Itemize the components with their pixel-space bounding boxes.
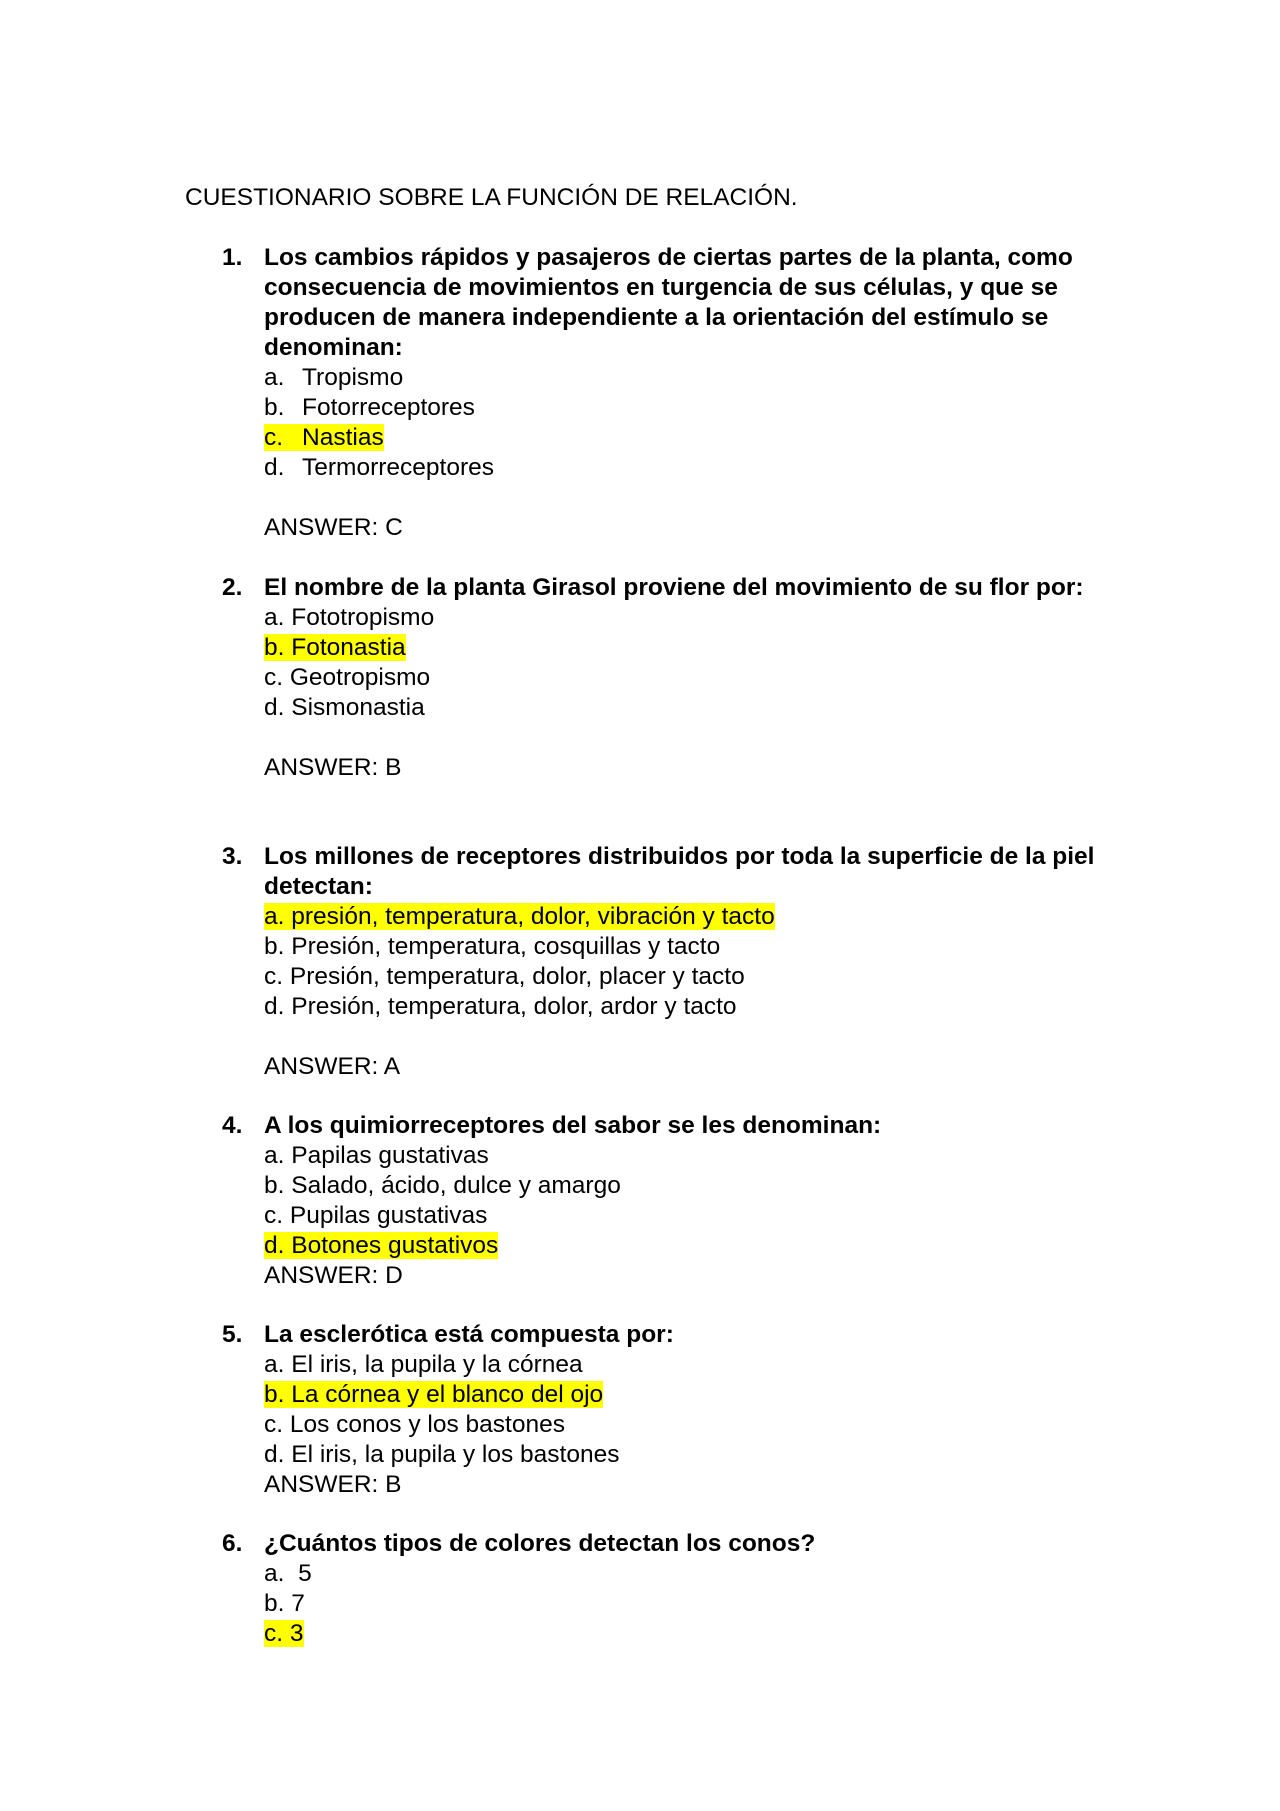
option-letter: b. xyxy=(264,1172,285,1199)
option-letter: a. xyxy=(264,604,285,631)
option-b xyxy=(264,932,1102,962)
option-letter: c. xyxy=(264,664,284,691)
option-letter: a. xyxy=(264,364,285,391)
option-text: Tropismo xyxy=(302,364,404,391)
question-stem: A los quimiorreceptores del sabor se les denominan: xyxy=(264,1112,882,1139)
option-a xyxy=(264,1350,1102,1380)
option-c xyxy=(264,423,1102,453)
option-text: 5 xyxy=(298,1560,312,1587)
option-text: Presión, temperatura, dolor, ardor y tacto xyxy=(291,993,737,1020)
option-text: Geotropismo xyxy=(289,664,431,691)
option-a xyxy=(264,1559,1102,1589)
option-text: presión, temperatura, dolor, vibración y tacto xyxy=(291,903,775,930)
option-letter: a. xyxy=(264,903,285,930)
question-stem: La esclerótica está compuesta por: xyxy=(264,1321,674,1348)
option-letter: c. xyxy=(264,963,284,990)
option-a xyxy=(264,1141,1102,1171)
option-d xyxy=(264,693,1102,723)
option-c xyxy=(264,962,1102,992)
option-text: 3 xyxy=(289,1620,304,1647)
option-letter: c. xyxy=(264,1411,284,1438)
question-number: 6. xyxy=(222,1530,243,1557)
option-text: Pupilas gustativas xyxy=(289,1202,488,1229)
option-text: Presión, temperatura, dolor, placer y tacto xyxy=(289,963,745,990)
option-text: La córnea y el blanco del ojo xyxy=(291,1381,604,1408)
option-text: Botones gustativos xyxy=(291,1232,499,1259)
option-c xyxy=(264,663,1102,693)
option-letter: d. xyxy=(264,993,285,1020)
option-letter: b. xyxy=(264,933,285,960)
option-letter: b. xyxy=(264,634,285,661)
option-text: 7 xyxy=(291,1590,305,1617)
option-d xyxy=(264,1440,1102,1470)
question-number: 3. xyxy=(222,843,243,870)
option-letter: a. xyxy=(264,1560,285,1587)
option-letter: a. xyxy=(264,1351,285,1378)
option-letter: c. xyxy=(264,424,284,451)
option-d xyxy=(264,453,1102,483)
question-2 xyxy=(222,573,1102,783)
option-letter: c. xyxy=(264,1620,284,1647)
option-b xyxy=(264,1171,1102,1201)
answer-label: ANSWER: C xyxy=(264,514,403,541)
option-d xyxy=(264,1231,1102,1261)
question-number: 4. xyxy=(222,1112,243,1139)
option-text: Salado, ácido, dulce y amargo xyxy=(291,1172,621,1199)
page-title: CUESTIONARIO SOBRE LA FUNCIÓN DE RELACIÓN. xyxy=(185,184,798,211)
option-text: Termorreceptores xyxy=(302,454,494,481)
question-number: 1. xyxy=(222,244,243,271)
option-b xyxy=(264,393,1102,423)
option-text: Fotonastia xyxy=(291,634,406,661)
option-letter: b. xyxy=(264,394,285,421)
question-stem: Los cambios rápidos y pasajeros de ciertas partes de la planta, como consecuencia de movimientos en turgencia de sus células, y que se producen de manera independiente a la orientación del estímulo se denominan: xyxy=(264,244,1073,361)
option-letter: a. xyxy=(264,1142,285,1169)
option-letter: c. xyxy=(264,1202,284,1229)
option-b xyxy=(264,1380,1102,1410)
answer-label: ANSWER: B xyxy=(264,754,402,781)
option-text: Fototropismo xyxy=(291,604,435,631)
option-letter: d. xyxy=(264,1441,285,1468)
question-number: 5. xyxy=(222,1321,243,1348)
option-text: Fotorreceptores xyxy=(302,394,475,421)
option-text: Presión, temperatura, cosquillas y tacto xyxy=(291,933,721,960)
option-a xyxy=(264,363,1102,393)
answer-label: ANSWER: D xyxy=(264,1262,403,1289)
option-a xyxy=(264,902,1102,932)
option-c xyxy=(264,1410,1102,1440)
question-stem: Los millones de receptores distribuidos por toda la superficie de la piel detectan: xyxy=(264,843,1095,900)
question-stem: El nombre de la planta Girasol proviene del movimiento de su flor por: xyxy=(264,574,1084,601)
question-4 xyxy=(222,1111,1102,1291)
option-letter: d. xyxy=(264,454,285,481)
option-b xyxy=(264,633,1102,663)
question-6 xyxy=(222,1529,1102,1649)
question-stem: ¿Cuántos tipos de colores detectan los conos? xyxy=(264,1530,816,1557)
option-text: El iris, la pupila y los bastones xyxy=(291,1441,620,1468)
answer-label: ANSWER: A xyxy=(264,1053,401,1080)
option-a xyxy=(264,603,1102,633)
option-text: El iris, la pupila y la córnea xyxy=(291,1351,583,1378)
question-5 xyxy=(222,1320,1102,1500)
option-text: Nastias xyxy=(302,424,384,451)
option-letter: b. xyxy=(264,1381,285,1408)
option-letter: d. xyxy=(264,694,285,721)
question-1 xyxy=(222,243,1102,543)
option-b xyxy=(264,1589,1102,1619)
option-text: Los conos y los bastones xyxy=(289,1411,565,1438)
question-number: 2. xyxy=(222,574,243,601)
option-text: Papilas gustativas xyxy=(291,1142,489,1169)
question-3 xyxy=(222,842,1102,1082)
option-d xyxy=(264,992,1102,1022)
option-letter: b. xyxy=(264,1590,285,1617)
option-c xyxy=(264,1201,1102,1231)
option-c xyxy=(264,1619,1102,1649)
option-letter: d. xyxy=(264,1232,285,1259)
answer-label: ANSWER: B xyxy=(264,1471,402,1498)
option-text: Sismonastia xyxy=(291,694,425,721)
